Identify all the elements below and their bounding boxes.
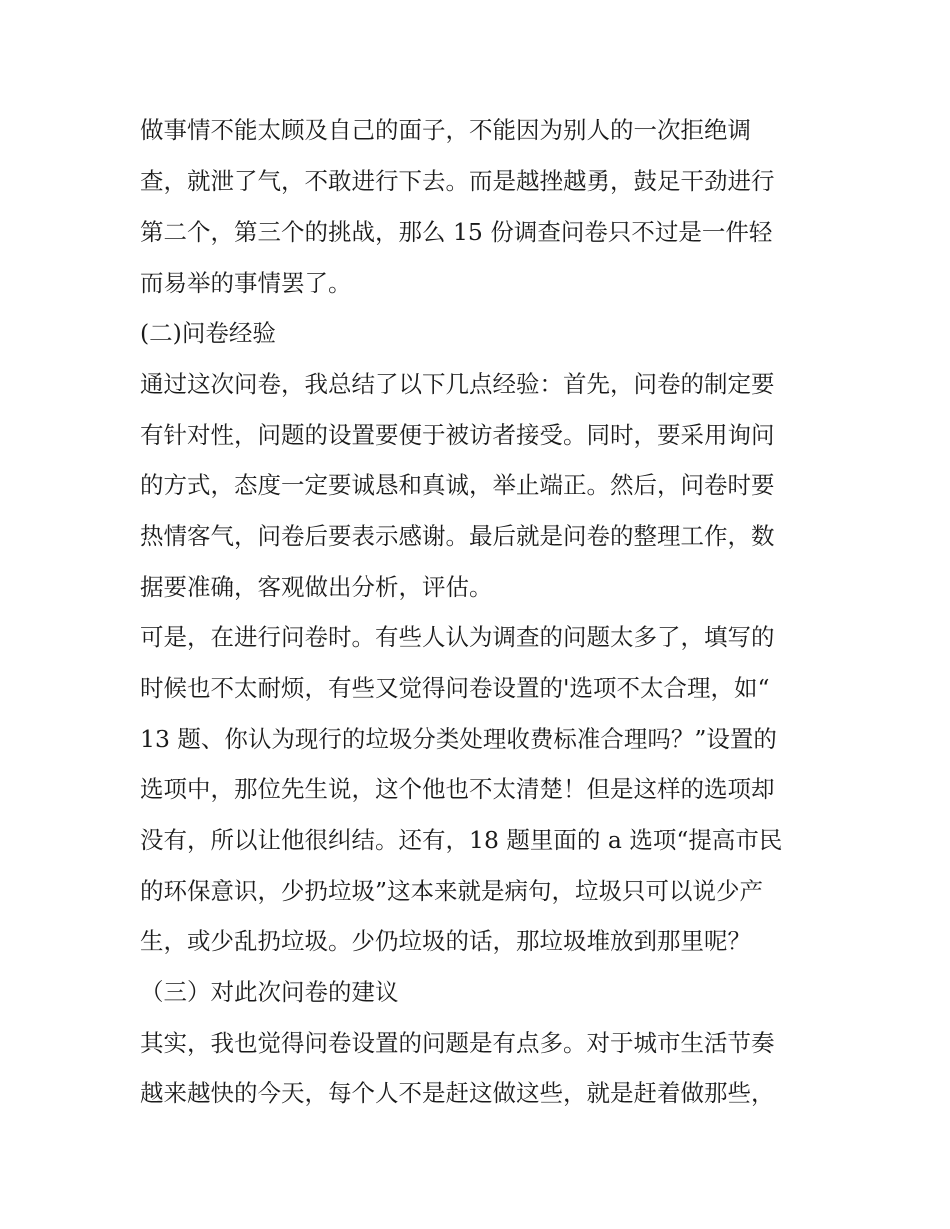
section-heading: (二)问卷经验 <box>140 319 276 347</box>
text-line: 查，就泄了气，不敢进行下去。而是越挫越勇，鼓足干劲进行 <box>140 167 775 195</box>
text-line: 其实，我也觉得问卷设置的问题是有点多。对于城市生活节奏 <box>140 1029 775 1057</box>
text-line: 第二个，第三个的挑战，那么 15 份调查问卷只不过是一件轻 <box>140 218 773 246</box>
text-line: 选项中，那位先生说，这个他也不太清楚！但是这样的选项却 <box>140 775 775 803</box>
text-line: 的环保意识，少扔垃圾”这本来就是病句，垃圾只可以说少产 <box>140 877 764 905</box>
text-line: 越来越快的今天，每个人不是赶这做这些，就是赶着做那些， <box>140 1079 775 1107</box>
text-line: 通过这次问卷，我总结了以下几点经验：首先，问卷的制定要 <box>140 370 775 398</box>
text-line: 的方式，态度一定要诚恳和真诚，举止端正。然后，问卷时要 <box>140 471 775 499</box>
text-line: 13 题、你认为现行的垃圾分类处理收费标准合理吗？”设置的 <box>140 725 777 753</box>
text-line: 有针对性，问题的设置要便于被访者接受。同时，要采用询问 <box>140 421 775 449</box>
text-line: 没有，所以让他很纠结。还有，18 题里面的 a 选项“提高市民 <box>140 826 783 854</box>
text-line: 时候也不太耐烦，有些又觉得问卷设置的'选项不太合理，如“ <box>140 674 770 702</box>
text-line: 可是，在进行问卷时。有些人认为调查的问题太多了，填写的 <box>140 623 775 651</box>
text-line: 生，或少乱扔垃圾。少仍垃圾的话，那垃圾堆放到那里呢？ <box>140 927 751 955</box>
text-line: 做事情不能太顾及自己的面子，不能因为别人的一次拒绝调 <box>140 116 751 144</box>
text-line: 据要准确，客观做出分析，评估。 <box>140 573 493 601</box>
text-line: 而易举的事情罢了。 <box>140 269 352 297</box>
section-heading: （三）对此次问卷的建议 <box>140 978 399 1006</box>
text-line: 热情客气，问卷后要表示感谢。最后就是问卷的整理工作，数 <box>140 522 775 550</box>
